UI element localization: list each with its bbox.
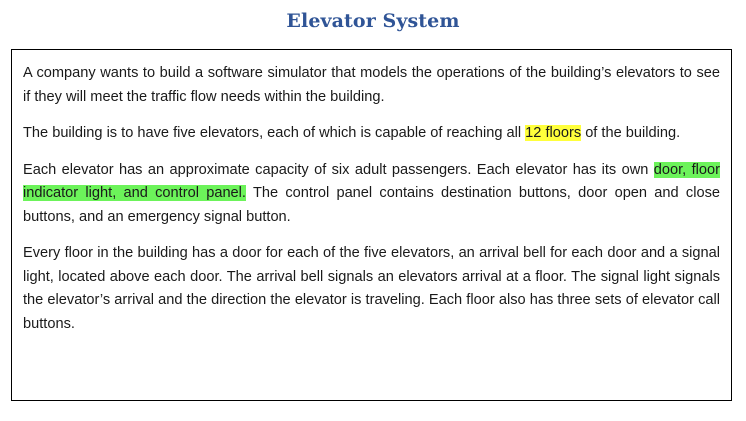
- highlight-door-indicator-panel: door, floor indicator light, and control panel.: [23, 161, 720, 201]
- highlight-12-floors: 12 floors: [525, 125, 582, 141]
- paragraph-every-floor: Every floor in the building has a door for each of the five elevators, an arrival bell for each door and a signal light, located above each door. The arrival bell signals an elevators arrival at a floor. The signal light signals the elevator’s arrival and the direction the elevator is traveling. Each floor also has three sets of elevator call buttons.: [23, 245, 720, 332]
- paragraph-five-elevators: [23, 122, 720, 146]
- document-title: Elevator System: [286, 10, 460, 32]
- paragraph-text-after: of the building.: [581, 125, 681, 141]
- paragraph-elevator-capacity: [23, 159, 720, 230]
- paragraph-company-simulator: A company wants to build a software simulator that models the operations of the building’s elevators to see if they will meet the traffic flow needs within the building.: [23, 65, 720, 105]
- paragraph-text-after: The control panel contains destination buttons, door open and close buttons, and an emergency signal button.: [23, 185, 720, 225]
- paragraph-text-before: Each elevator has an approximate capacity of six adult passengers. Each elevator has its own: [23, 161, 654, 178]
- paragraph-text-before: The building is to have five elevators, each of which is capable of reaching all: [23, 125, 526, 141]
- requirements-box: [11, 49, 732, 401]
